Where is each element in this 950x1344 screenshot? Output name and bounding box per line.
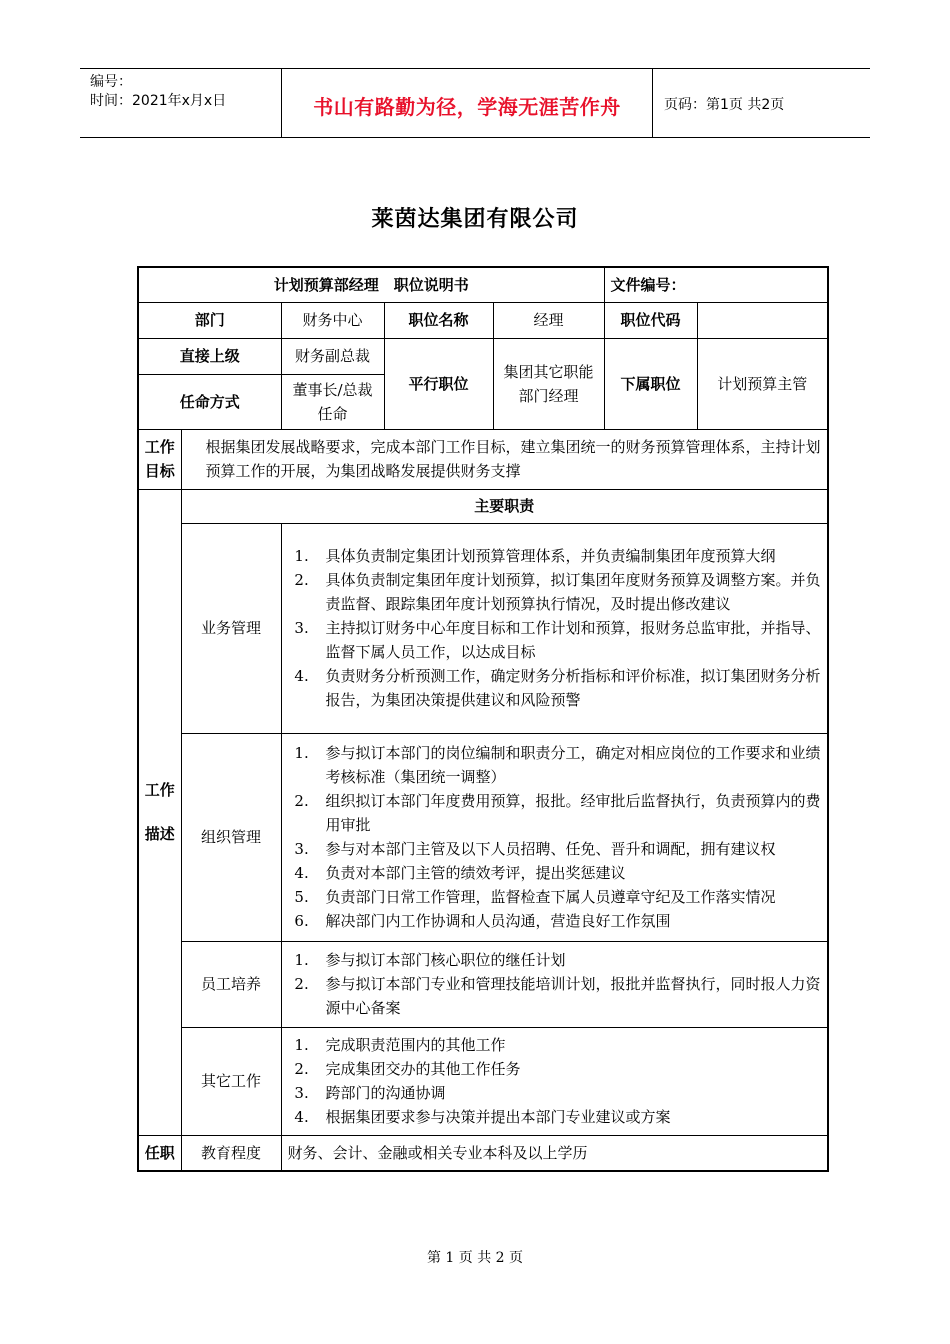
superior-value: 财务副总裁	[281, 338, 384, 374]
duty-item: 4. 负责财务分析预测工作，确定财务分析指标和评价标准，拟订集团财务分析报告，为集团决策提供建议和风险预警	[314, 664, 822, 712]
qual-label: 任职	[138, 1135, 181, 1171]
page-header	[80, 68, 870, 138]
edu-value: 财务、会计、金融或相关专业本科及以上学历	[281, 1135, 828, 1171]
parallel-value: 集团其它职能部门经理	[493, 338, 604, 429]
desc-label-gap	[141, 802, 179, 822]
dept-value: 财务中心	[281, 302, 384, 338]
duty-item: 5. 负责部门日常工作管理，监督检查下属人员遵章守纪及工作落实情况	[314, 885, 822, 909]
duty-list	[288, 741, 822, 933]
pos-code-value	[697, 302, 828, 338]
pos-code-label: 职位代码	[604, 302, 697, 338]
duty-item: 2. 组织拟订本部门年度费用预算，报批。经审批后监督执行，负责预算内的费用审批	[314, 789, 822, 837]
duty-item: 4. 根据集团要求参与决策并提出本部门专业建议或方案	[314, 1105, 822, 1129]
section-name: 员工培养	[181, 941, 281, 1027]
duty-item: 2. 参与拟订本部门专业和管理技能培训计划，报批并监督执行，同时报人力资源中心备案	[314, 972, 822, 1020]
goal-text: 根据集团发展战略要求，完成本部门工作目标，建立集团统一的财务预算管理体系，主持计划预算工作的开展，为集团战略发展提供财务支撑	[181, 429, 828, 489]
duty-item: 3. 跨部门的沟通协调	[314, 1081, 822, 1105]
duty-item: 3. 参与对本部门主管及以下人员招聘、任免、晋升和调配，拥有建议权	[314, 837, 822, 861]
section-duties	[281, 523, 828, 733]
section-name: 组织管理	[181, 733, 281, 941]
dept-label: 部门	[138, 302, 281, 338]
duty-item: 6. 解决部门内工作协调和人员沟通，营造良好工作氛围	[314, 909, 822, 933]
section-duties	[281, 1027, 828, 1135]
duty-list	[288, 1033, 822, 1129]
duty-item: 2. 完成集团交办的其他工作任务	[314, 1057, 822, 1081]
header-page-info: 页码：第1页 共2页	[664, 97, 785, 113]
job-description-table	[137, 266, 829, 1172]
duty-item: 3. 主持拟订财务中心年度目标和工作计划和预算，报财务总监审批，并指导、监督下属人员工作，以达成目标	[314, 616, 822, 664]
duty-item: 4. 负责对本部门主管的绩效考评，提出奖惩建议	[314, 861, 822, 885]
duty-item: 1. 具体负责制定集团计划预算管理体系，并负责编制集团年度预算大纲	[314, 544, 822, 568]
time-label: 时间：2021年x月x日	[90, 93, 227, 109]
appoint-value: 董事长/总裁任命	[281, 374, 384, 429]
pos-name-value: 经理	[493, 302, 604, 338]
appoint-label: 任命方式	[138, 374, 281, 429]
duty-list	[288, 544, 822, 712]
parallel-label: 平行职位	[384, 338, 493, 429]
duty-item: 1. 参与拟订本部门的岗位编制和职责分工，确定对相应岗位的工作要求和业绩考核标准（集团统一调整）	[314, 741, 822, 789]
form-title: 计划预算部经理 职位说明书	[138, 267, 604, 302]
subordinate-value: 计划预算主管	[697, 338, 828, 429]
company-title: 莱茵达集团有限公司	[371, 207, 579, 232]
edu-label: 教育程度	[181, 1135, 281, 1171]
subordinate-label: 下属职位	[604, 338, 697, 429]
desc-label	[138, 489, 181, 1135]
duties-header: 主要职责	[181, 489, 828, 523]
goal-label: 工作目标	[138, 429, 181, 489]
header-motto: 书山有路勤为径，学海无涯苦作舟	[313, 95, 621, 119]
number-label: 编号：	[90, 74, 132, 90]
pos-name-label: 职位名称	[384, 302, 493, 338]
header-divider	[652, 69, 653, 137]
duty-item: 2. 具体负责制定集团年度计划预算，拟订集团年度财务预算及调整方案。并负责监督、跟踪集团年度计划预算执行情况，及时提出修改建议	[314, 568, 822, 616]
page-footer: 第 1 页 共 2 页	[426, 1250, 524, 1266]
doc-no-label: 文件编号：	[604, 267, 828, 302]
desc-label-line: 描述	[144, 825, 175, 843]
section-duties	[281, 941, 828, 1027]
section-name: 业务管理	[181, 523, 281, 733]
header-meta	[90, 73, 226, 111]
section-duties	[281, 733, 828, 941]
duty-item: 1. 完成职责范围内的其他工作	[314, 1033, 822, 1057]
section-name: 其它工作	[181, 1027, 281, 1135]
duty-list	[288, 948, 822, 1020]
superior-label: 直接上级	[138, 338, 281, 374]
duty-item: 1. 参与拟订本部门核心职位的继任计划	[314, 948, 822, 972]
desc-label-line: 工作	[144, 781, 175, 799]
